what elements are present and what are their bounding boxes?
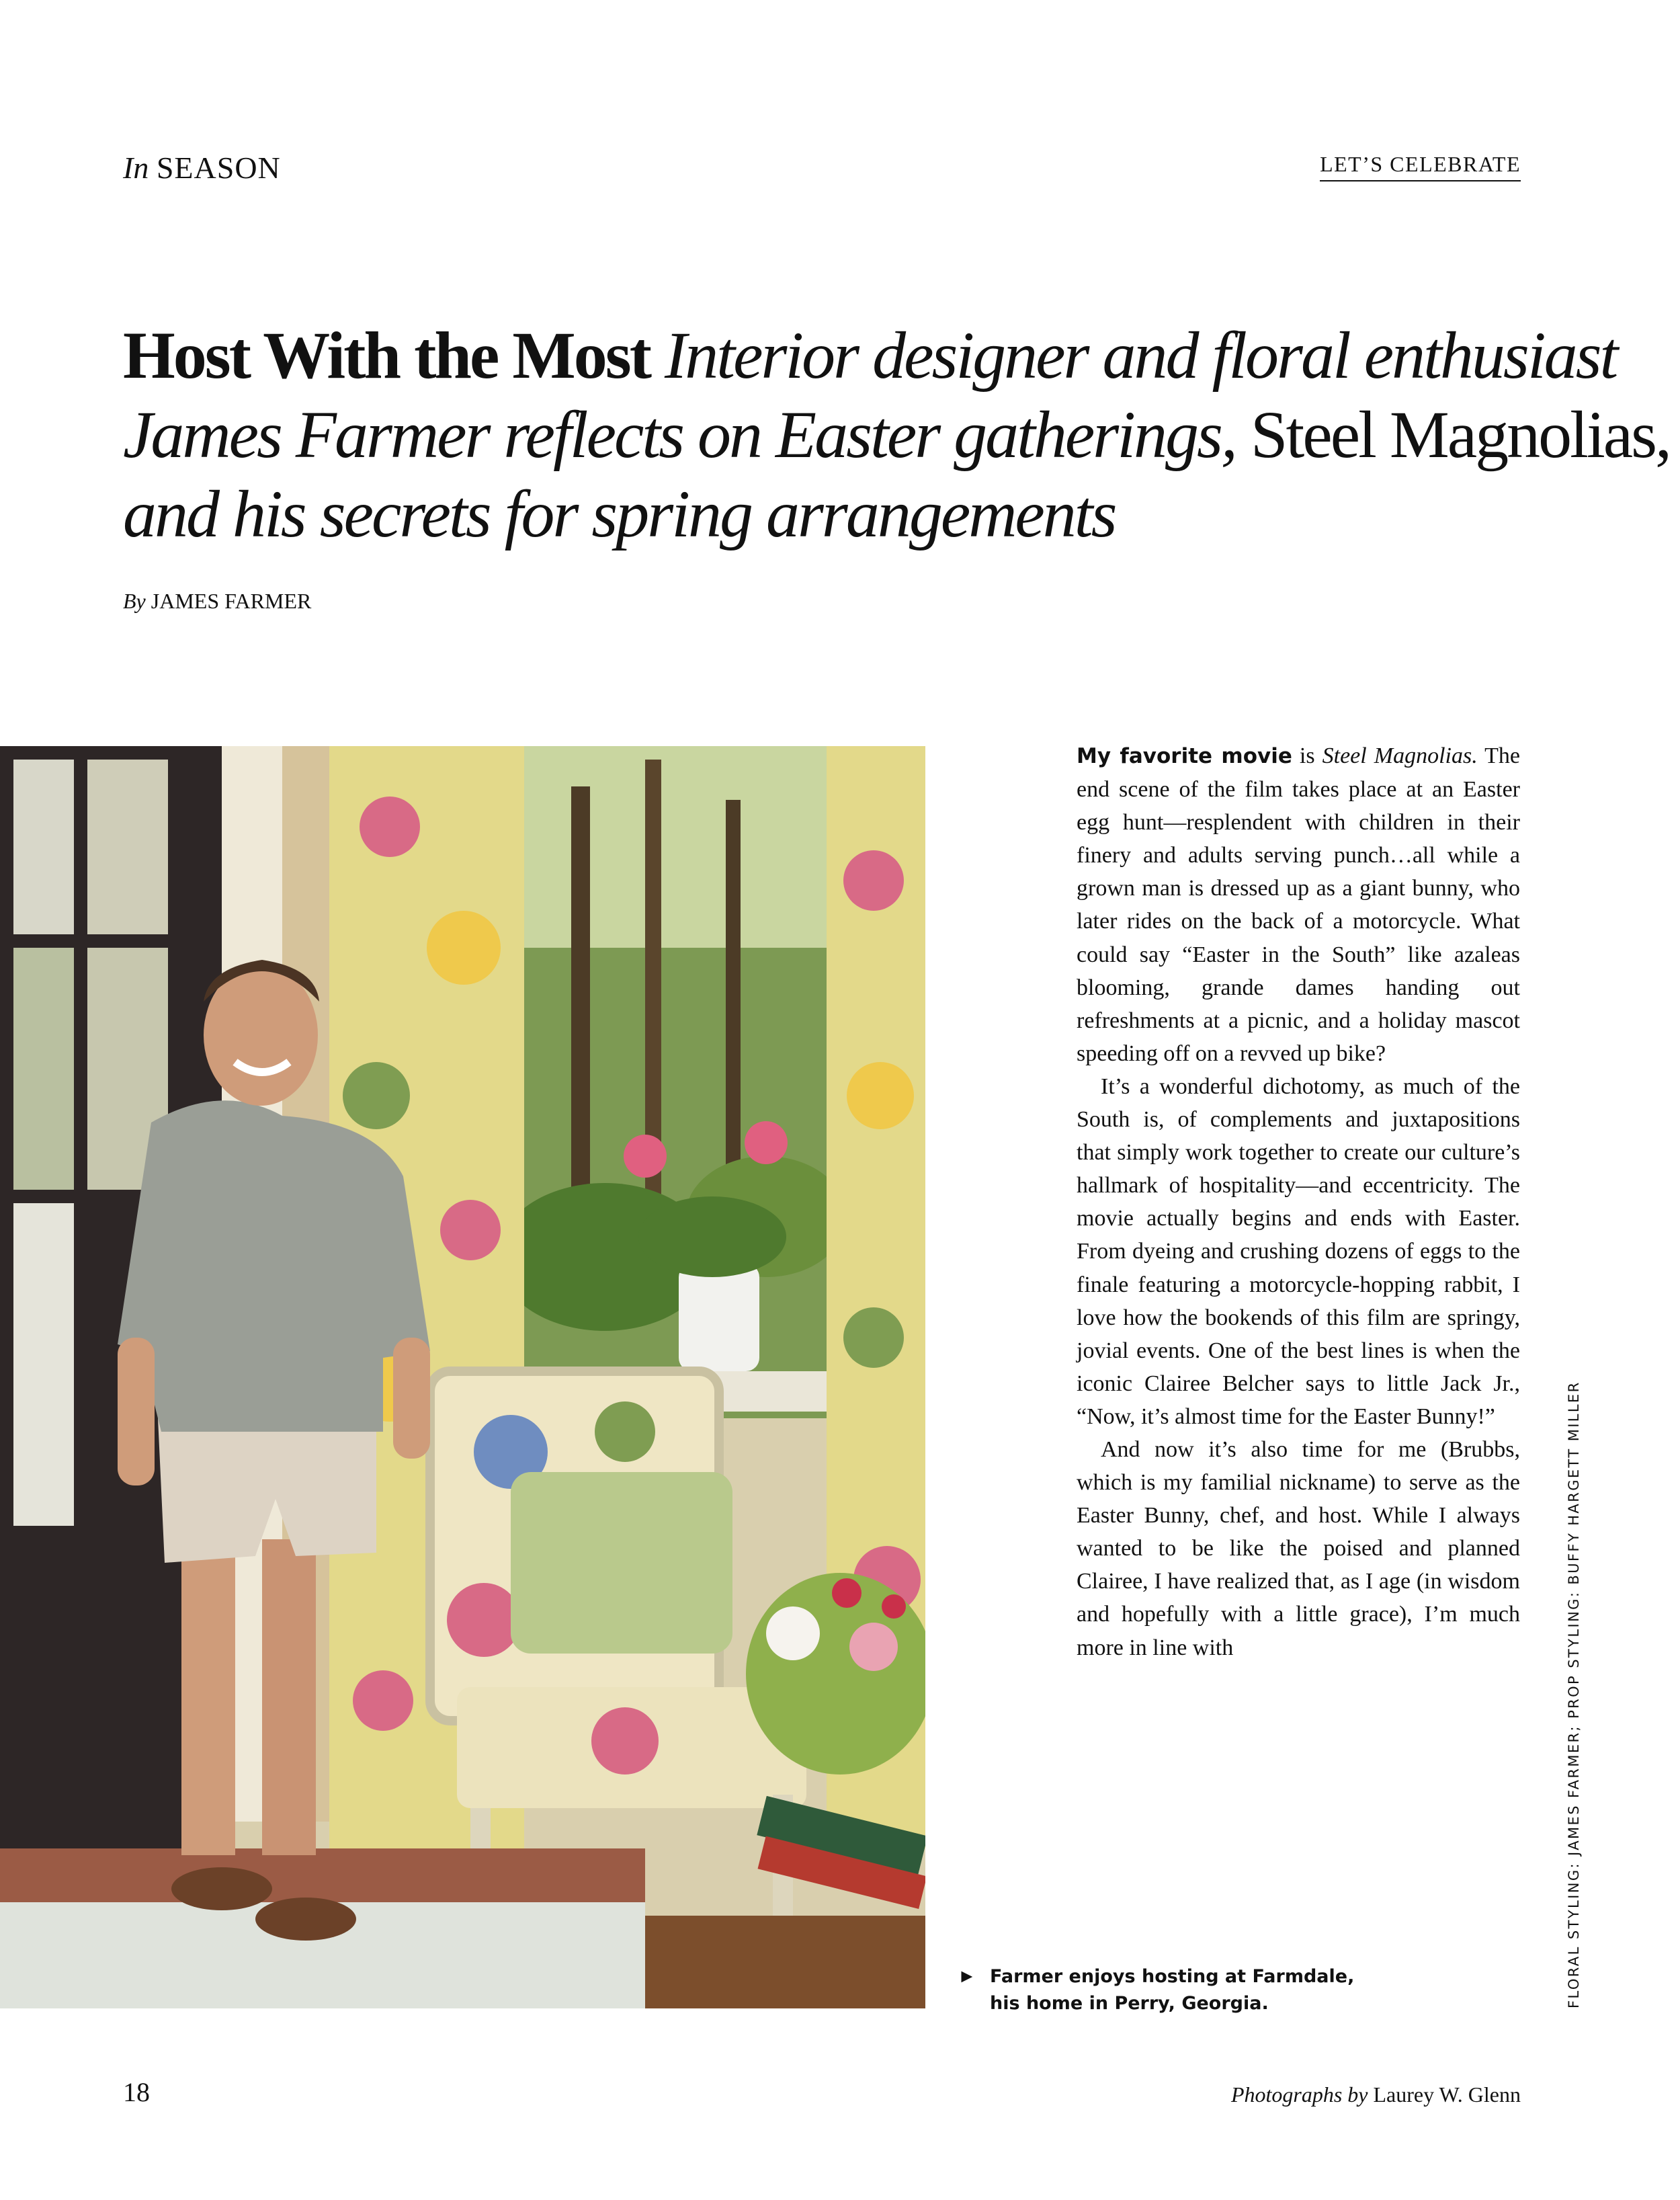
photo-credit-label: Photographs by [1230,2082,1368,2107]
caption-arrow-icon: ► [958,1966,976,1987]
byline [123,586,311,616]
paragraph-1-film-title: Steel Magnolias. [1322,743,1478,768]
section-label-name: SEASON [156,151,281,185]
paragraph-1-is: is [1299,743,1315,768]
styling-credit: FLORAL STYLING: JAMES FARMER; PROP STYLING: BUFFY HARGETT MILLER [1566,1381,1582,2008]
article-body [1077,739,1520,1664]
photo-illustration [0,746,925,2008]
photo-credit [1231,2080,1521,2109]
headline-line-2 [123,395,1671,475]
photographer-name: Laurey W. Glenn [1373,2082,1521,2107]
section-label [123,149,281,187]
headline-dek-2: James Farmer reflects on Easter gatherings, [123,397,1236,472]
headline-line-3 [123,475,1548,554]
headline-title: Host With the Most [123,318,650,393]
byline-author: JAMES FARMER [151,589,312,613]
headline [123,316,1671,554]
paragraph-1-text: The end scene of the film takes place at an Easter egg hunt—resplendent with children in their finery and adults serving punch…all while a grown man is dressed up as a giant bunny, who later rides on the back of a motorcycle. What could say “Easter in the South” like azaleas blooming, grande dames handing out refreshments at a picnic, and a holiday mascot speeding off on a revved up bike? [1077,743,1520,1066]
section-label-in: In [123,151,149,185]
headline-dek-1: Interior designer and floral enthusiast [665,318,1617,393]
byline-by: By [123,589,146,613]
article-paragraph-1 [1077,739,1520,1070]
section-link[interactable]: LET’S CELEBRATE [1320,149,1521,181]
headline-line-1 [123,316,1617,395]
article-paragraph-2: It’s a wonderful dichotomy, as much of the South is, of complements and juxtapositions that simply work together to create our culture’s hallmark of hospitality—and eccentricity. The movie actually begins and ends with Easter. From dyeing and crushing dozens of eggs to the finale featuring a motorcycle-hopping rabbit, I love how the bookends of this film are springy, jovial events. One of the best lines is when the iconic Clairee Belcher says to little Jack Jr., “Now, it’s almost time for the Easter Bunny!” [1077,1073,1520,1429]
headline-film-title: Steel Magnolias, [1250,397,1671,472]
lead-in: My favorite movie [1077,744,1292,768]
portrait-photo [0,746,925,2008]
photo-caption: Farmer enjoys hosting at Farmdale, his home in Perry, Georgia. [990,1966,1355,2014]
headline-dek-3: and his secrets for spring arrangements [123,477,1116,551]
article-paragraph-3: And now it’s also time for me (Brubbs, which is my familial nickname) to serve as the Easter Bunny, chef, and host. While I always wanted to be like the poised and planned Clairee, I have realized that, as I age (in wisdom and hopefully with a little grace), I’m much more in line with [1077,1436,1520,1660]
page-number: 18 [123,2077,150,2107]
